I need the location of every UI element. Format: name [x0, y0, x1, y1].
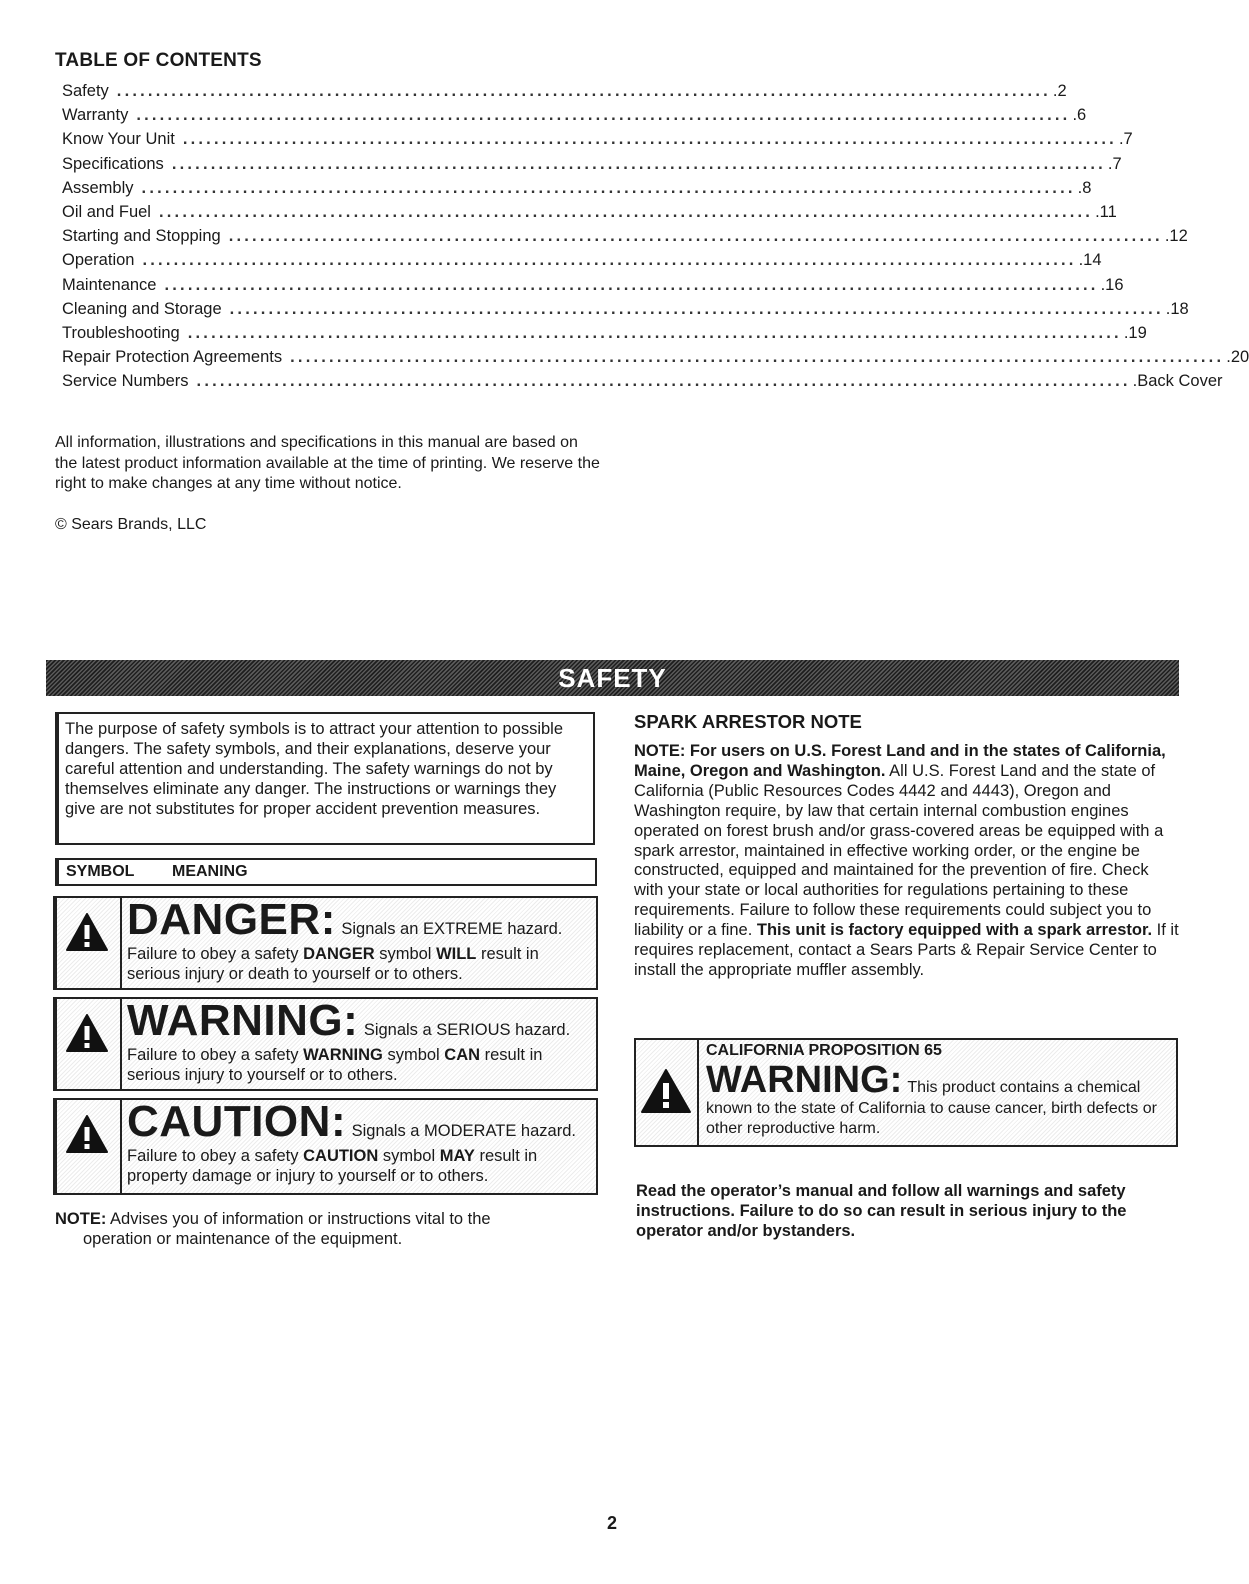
toc-dot-leader: ........................................................................................................................ [164, 275, 1099, 294]
toc-entry-label: Repair Protection Agreements [62, 348, 283, 367]
danger-body-text: result in serious injury or death to yourself or to others. [127, 945, 539, 983]
intro-paragraph: All information, illustrations and specifications in this manual are based on the latest product information available at the time of printing. We reserve the right to make changes at any time without notice. [55, 434, 600, 492]
california-prop65-box [634, 1038, 1178, 1147]
toc-dot-leader: ........................................................................................................................ [228, 227, 1163, 246]
danger-subtitle: Signals an EXTREME hazard. [341, 920, 563, 938]
page-number: 2 [606, 1513, 617, 1533]
prop65-text [706, 1042, 1170, 1138]
prop65-warning-word: WARNING [706, 1059, 890, 1101]
caution-icon-cell [57, 1100, 122, 1193]
danger-word: DANGER [127, 895, 321, 944]
note-text-continued: operation or maintenance of the equipment. [83, 1230, 403, 1248]
toc-dot-leader: ........................................................................................................................ [290, 348, 1225, 367]
toc-entry-label: Cleaning and Storage [62, 299, 222, 318]
warning-triangle-icon [65, 1013, 109, 1053]
caution-text [127, 1097, 590, 1186]
toc-entry-page: .7 [1107, 154, 1122, 173]
toc-entry-label: Specifications [62, 154, 164, 173]
toc-entry [62, 106, 1087, 130]
toc-entry [62, 348, 1249, 372]
warning-triangle-icon [65, 1114, 109, 1154]
toc-entry [62, 251, 1102, 275]
spark-factory-emph: This unit is factory equipped with a spark arrestor. [756, 921, 1153, 940]
toc-entry [62, 323, 1147, 348]
spark-arrestor-title: SPARK ARRESTOR NOTE [634, 711, 862, 732]
toc-entry-page: .16 [1100, 275, 1124, 294]
toc-entry-page: .11 [1095, 202, 1117, 221]
prop65-body: known to the state of California to cause cancer, birth defects or other reproductive harm. [706, 1100, 1157, 1137]
toc-entry-page: .8 [1077, 178, 1092, 197]
toc-entry [62, 82, 1067, 106]
toc-dot-leader: ........................................................................................................................ [229, 299, 1164, 318]
spark-arrestor-paragraph [634, 742, 1182, 981]
danger-heading [127, 895, 590, 944]
toc-entry-label: Starting and Stopping [62, 227, 221, 246]
danger-description [127, 944, 590, 984]
toc-entry-label: Know Your Unit [62, 130, 175, 149]
danger-signal-box [53, 896, 598, 990]
toc-entry [62, 275, 1124, 300]
toc-entry [62, 202, 1117, 227]
toc-dot-leader: ........................................................................................................................ [136, 106, 1071, 125]
toc-entry-label: Service Numbers [62, 372, 189, 391]
toc-entry-page: .6 [1072, 106, 1087, 125]
toc-list [62, 82, 1249, 396]
prop65-title: CALIFORNIA PROPOSITION 65 [706, 1042, 942, 1059]
note-label: NOTE: [55, 1210, 107, 1228]
danger-body-emph: WILL [436, 945, 477, 963]
toc-entry-label: Troubleshooting [62, 323, 180, 342]
warning-icon-cell [57, 999, 122, 1089]
toc-title: TABLE OF CONTENTS [55, 50, 262, 71]
toc-entry-label: Assembly [62, 178, 134, 197]
note-paragraph [55, 1209, 595, 1249]
toc-entry-page: .2 [1052, 82, 1067, 100]
toc-entry-label: Safety [62, 82, 109, 100]
warning-text [127, 996, 590, 1085]
copyright: © Sears Brands, LLC [55, 516, 207, 533]
warning-triangle-icon [65, 912, 109, 952]
danger-colon: : [320, 895, 336, 944]
danger-body-text: Failure to obey a safety [127, 945, 304, 963]
toc-entry-page: .12 [1164, 227, 1188, 246]
safety-section-title: SAFETY [558, 663, 667, 693]
toc-entry-label: Operation [62, 251, 135, 270]
toc-entry-label: Maintenance [62, 275, 157, 294]
spark-note-emph: NOTE: For users on U.S. Forest Land and in the states of California, Maine, Oregon and Washington. [634, 742, 1166, 780]
spark-note-text: All U.S. Forest Land and the state of California (Public Resources Codes 4442 and 4443), Oregon and Washington require, by law that certain internal combustion engines operated on forest brush and/or grass-covered areas be equipped with a spark arrestor, maintained in effective working order, or the engine be constructed, equipped and maintained for the prevention of fire. Check with your state or local authorities for regulations pertaining to these requirements. Failure to follow these requirements could subject you to liability or a fine. [634, 761, 1164, 940]
warning-heading [127, 996, 590, 1045]
warning-body-text: Failure to obey a safety [127, 1046, 304, 1064]
toc-entry [62, 130, 1133, 154]
toc-entry [62, 154, 1122, 179]
danger-body-emph: DANGER [303, 945, 375, 963]
toc-dot-leader: ........................................................................................................................ [171, 154, 1106, 173]
caution-word: CAUTION [127, 1097, 331, 1146]
warning-subtitle: Signals a SERIOUS hazard. [363, 1021, 571, 1039]
symbol-meaning-header [55, 858, 597, 886]
spark-note-text: If it requires replacement, contact a Sears Parts & Repair Service Center to install the appropriate muffler assembly. [634, 921, 1179, 979]
toc-entry [62, 178, 1092, 203]
danger-body-text: symbol [374, 945, 437, 963]
toc-dot-leader: ........................................................................................................................ [141, 178, 1076, 197]
caution-colon: : [330, 1097, 346, 1146]
warning-triangle-icon [640, 1068, 692, 1114]
caution-body-text: symbol [378, 1147, 440, 1165]
caution-body-text: Failure to obey a safety [127, 1147, 304, 1165]
toc-entry-page: .20 [1226, 348, 1249, 367]
note-text: Advises you of information or instructions vital to the [106, 1210, 491, 1228]
prop65-subtitle: This product contains a chemical [907, 1079, 1141, 1096]
toc-dot-leader: ........................................................................................................................ [116, 82, 1051, 100]
read-manual-notice: Read the operator’s manual and follow all warnings and safety instructions. Failure to do so can result in serious injury to the operator and/or bystanders. [636, 1182, 1127, 1240]
toc-entry [62, 299, 1189, 324]
warning-word: WARNING [127, 996, 344, 1045]
toc-entry-page: .18 [1165, 299, 1189, 318]
toc-entry-page: .Back Cover [1132, 372, 1223, 391]
caution-body-emph: MAY [439, 1147, 475, 1165]
prop65-colon: : [889, 1059, 903, 1101]
caution-body-text: result in property damage or injury to yourself or to others. [127, 1147, 538, 1185]
toc-entry [62, 227, 1188, 251]
toc-dot-leader: ........................................................................................................................ [142, 251, 1077, 270]
toc-entry-page: .14 [1078, 251, 1102, 270]
warning-body-text: symbol [382, 1046, 445, 1064]
prop65-icon-cell [636, 1040, 699, 1145]
toc-entry-label: Oil and Fuel [62, 202, 151, 221]
toc-entry-label: Warranty [62, 106, 129, 125]
caution-description [127, 1146, 590, 1186]
symbol-column-header: SYMBOL [66, 863, 135, 880]
toc-dot-leader: ........................................................................................................................ [187, 323, 1122, 342]
safety-section-banner [46, 660, 1179, 696]
caution-signal-box [53, 1098, 598, 1195]
meaning-column-header: MEANING [172, 863, 248, 880]
warning-description [127, 1045, 590, 1085]
warning-signal-box [53, 997, 598, 1091]
caution-body-emph: CAUTION [303, 1147, 379, 1165]
prop65-heading [706, 1061, 1170, 1099]
danger-text [127, 895, 590, 984]
warning-body-emph: CAN [444, 1046, 481, 1064]
safety-purpose-box: The purpose of safety symbols is to attract your attention to possible dangers. The safety symbols, and their explanations, deserve your careful attention and understanding. The safety warnings do not by themselves eliminate any danger. The instructions or warnings they give are not substitutes for proper accident prevention measures. [55, 712, 595, 845]
caution-subtitle: Signals a MODERATE hazard. [351, 1122, 576, 1140]
toc-entry-page: .19 [1123, 323, 1147, 342]
warning-body-text: result in serious injury to yourself or to others. [127, 1046, 543, 1084]
caution-heading [127, 1097, 590, 1146]
warning-body-emph: WARNING [303, 1046, 383, 1064]
toc-dot-leader: ........................................................................................................................ [158, 202, 1094, 221]
warning-colon: : [343, 996, 358, 1045]
toc-entry-page: .7 [1118, 130, 1133, 149]
toc-dot-leader: ........................................................................................................................ [182, 130, 1117, 149]
toc-dot-leader: ........................................................................................................................ [196, 372, 1131, 391]
toc-entry [62, 372, 1223, 396]
danger-icon-cell [57, 898, 122, 988]
